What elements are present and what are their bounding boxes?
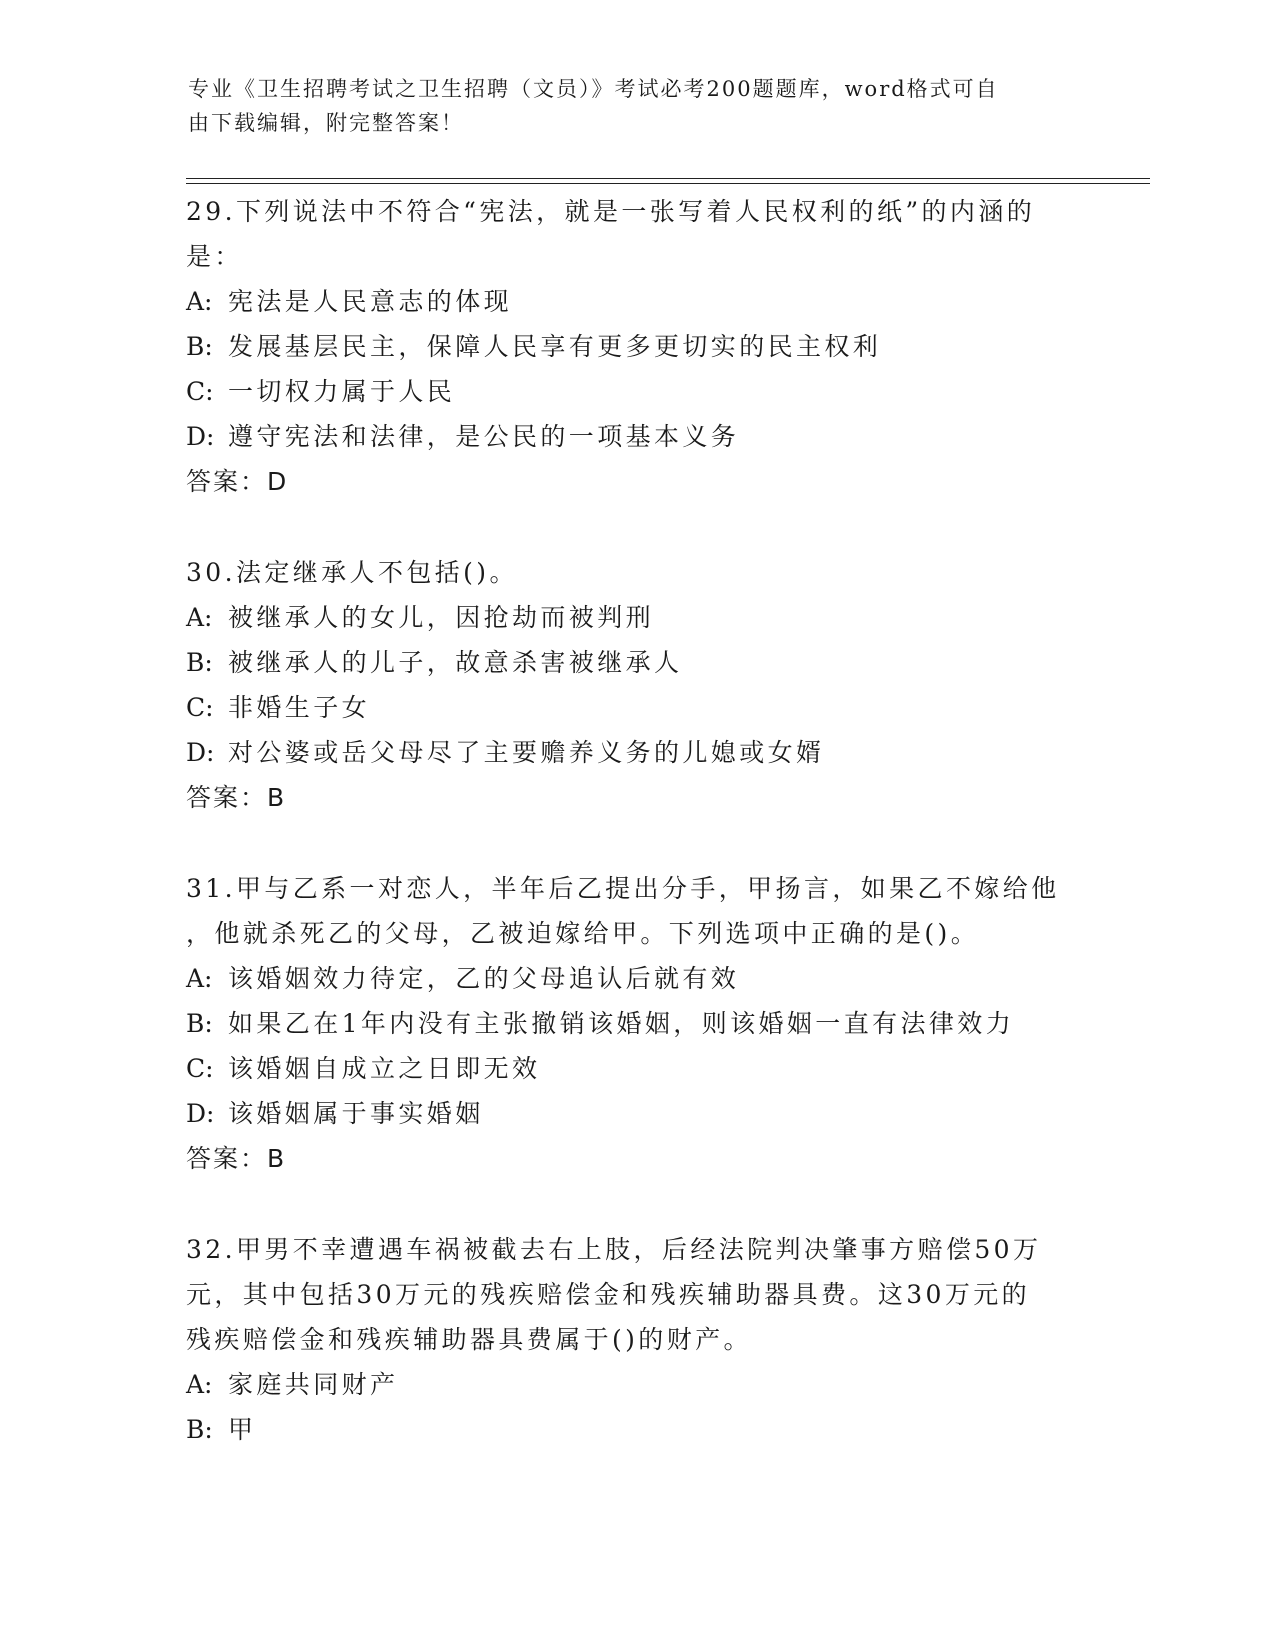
option-letter: D: [186,738,215,767]
question-text: 29.下列说法中不符合“宪法，就是一张写着人民权利的纸”的内涵的 [186,197,1036,226]
question-text: 31.甲与乙系一对恋人，半年后乙提出分手，甲扬言，如果乙不嫁给他 [186,874,1060,903]
option-text: 被继承人的儿子，故意杀害被继承人 [228,648,683,677]
option-d [186,1091,1086,1136]
option-d [186,414,1086,459]
option-letter: A: [186,964,213,993]
option-letter: A: [186,287,213,316]
header-rule-top [186,178,1150,179]
option-letter: C: [186,1054,214,1083]
question-text: 30.法定继承人不包括()。 [186,558,518,587]
option-text: 遵守宪法和法律，是公民的一项基本义务 [228,422,740,451]
option-c [186,369,1086,414]
option-letter: A: [186,1370,213,1399]
option-a [186,1362,1086,1407]
header-line-2: 由下载编辑，附完整答案！ [188,111,464,135]
question-text: 元，其中包括30万元的残疾赔偿金和残疾辅助器具费。这30万元的 [186,1280,1031,1309]
option-letter: A: [186,603,213,632]
option-letter: D: [186,422,215,451]
option-text: 发展基层民主，保障人民享有更多更切实的民主权利 [228,332,882,361]
question-31 [186,866,1086,1181]
option-text: 一切权力属于人民 [228,377,456,406]
option-text: 如果乙在1年内没有主张撤销该婚姻，则该婚姻一直有法律效力 [228,1009,1015,1038]
question-list [186,189,1086,1498]
question-text: 是： [186,242,243,271]
answer-line: 答案：B [186,1144,287,1173]
option-text: 该婚姻自成立之日即无效 [228,1054,541,1083]
option-letter: C: [186,693,214,722]
option-text: 宪法是人民意志的体现 [228,287,513,316]
header-rule-bottom [186,183,1150,184]
question-text: ，他就杀死乙的父母，乙被迫嫁给甲。下列选项中正确的是()。 [186,919,980,948]
option-c [186,685,1086,730]
option-letter: C: [186,377,214,406]
option-letter: B: [186,332,213,361]
option-a [186,595,1086,640]
option-b [186,324,1086,369]
option-c [186,1046,1086,1091]
option-text: 对公婆或岳父母尽了主要赡养义务的儿媳或女婿 [228,738,825,767]
question-32 [186,1227,1086,1452]
option-letter: D: [186,1099,215,1128]
option-a [186,279,1086,324]
answer-line: 答案：B [186,783,287,812]
document-header [188,72,1068,140]
option-d [186,730,1086,775]
question-30 [186,550,1086,820]
option-b [186,640,1086,685]
option-a [186,956,1086,1001]
option-letter: B: [186,1009,213,1038]
option-letter: B: [186,648,213,677]
option-b [186,1407,1086,1452]
answer-line: 答案：D [186,467,289,496]
option-text: 家庭共同财产 [228,1370,399,1399]
option-letter: B: [186,1415,213,1444]
option-b [186,1001,1086,1046]
question-29 [186,189,1086,504]
option-text: 甲 [228,1415,257,1444]
header-line-1: 专业《卫生招聘考试之卫生招聘（文员）》考试必考200题题库，word格式可自 [188,77,999,101]
option-text: 非婚生子女 [228,693,371,722]
question-text: 残疾赔偿金和残疾辅助器具费属于()的财产。 [186,1325,752,1354]
option-text: 该婚姻效力待定，乙的父母追认后就有效 [228,964,740,993]
question-text: 32.甲男不幸遭遇车祸被截去右上肢，后经法院判决肇事方赔偿50万 [186,1235,1042,1264]
option-text: 被继承人的女儿，因抢劫而被判刑 [228,603,655,632]
option-text: 该婚姻属于事实婚姻 [228,1099,484,1128]
